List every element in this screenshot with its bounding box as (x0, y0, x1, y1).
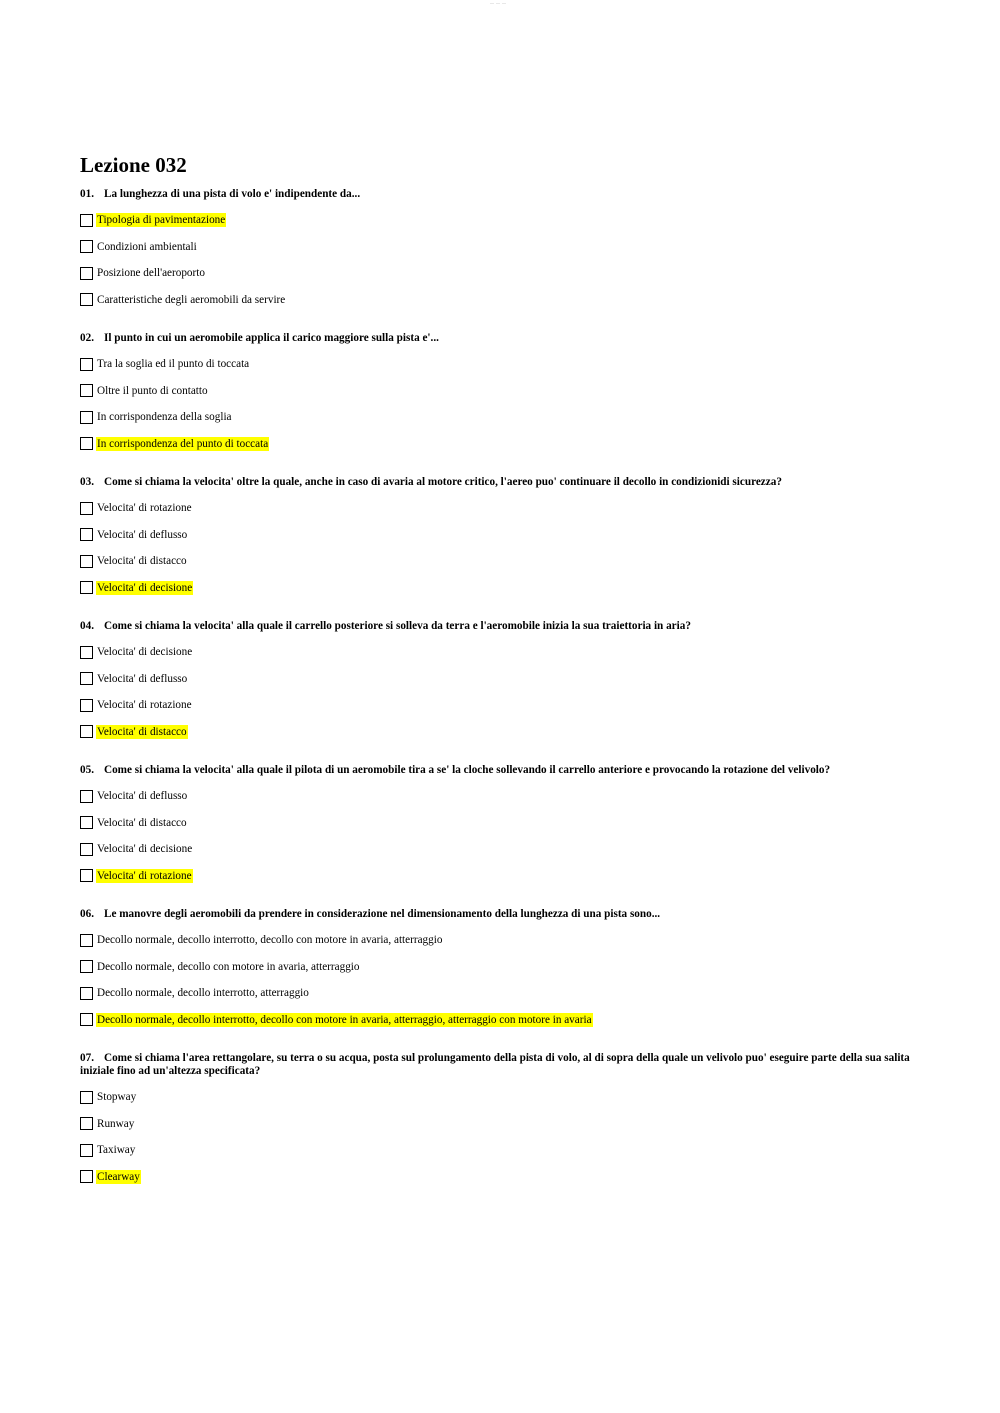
answer-label: Decollo normale, decollo interrotto, atterraggio (97, 987, 309, 1000)
answer-option[interactable] (80, 810, 920, 837)
answer-checkbox[interactable] (80, 816, 93, 829)
answer-label: Velocita' di distacco (97, 555, 187, 568)
answer-checkbox[interactable] (80, 437, 93, 450)
answer-option-correct[interactable] (80, 863, 920, 890)
question-list (80, 188, 920, 1190)
answer-checkbox[interactable] (80, 869, 93, 882)
answer-option[interactable] (80, 287, 920, 314)
answer-checkbox[interactable] (80, 1117, 93, 1130)
answer-checkbox[interactable] (80, 725, 93, 738)
question-prompt: La lunghezza di una pista di volo e' indipendente da... (104, 188, 361, 200)
answer-option[interactable] (80, 927, 920, 954)
answer-checkbox[interactable] (80, 1170, 93, 1183)
answer-option[interactable] (80, 234, 920, 261)
answer-option[interactable] (80, 692, 920, 719)
answer-checkbox[interactable] (80, 1144, 93, 1157)
answer-label: Decollo normale, decollo interrotto, decollo con motore in avaria, atterraggio (97, 934, 443, 947)
answer-label: Velocita' di distacco (97, 816, 187, 829)
question-block (80, 620, 920, 745)
answer-checkbox[interactable] (80, 790, 93, 803)
question-block (80, 764, 920, 889)
lesson-title: Lezione 032 (80, 153, 187, 177)
answer-label: In corrispondenza del punto di toccata (97, 437, 269, 450)
answer-checkbox[interactable] (80, 528, 93, 541)
answer-option[interactable] (80, 639, 920, 666)
answer-option[interactable] (80, 548, 920, 575)
answer-checkbox[interactable] (80, 555, 93, 568)
question-number: 03. (80, 476, 94, 488)
answer-label: Velocita' di deflusso (97, 672, 188, 685)
question-block (80, 476, 920, 601)
answer-option[interactable] (80, 1084, 920, 1111)
answer-option-correct[interactable] (80, 1007, 920, 1034)
answer-option[interactable] (80, 836, 920, 863)
question-number: 06. (80, 908, 94, 920)
answer-label: Velocita' di decisione (97, 581, 193, 594)
question-prompt: Come si chiama la velocita' alla quale il carrello posteriore si solleva da terra e l'aeromobile inizia la sua traiettoria in aria? (104, 620, 691, 632)
answer-option[interactable] (80, 260, 920, 287)
answer-option[interactable] (80, 404, 920, 431)
answer-checkbox[interactable] (80, 214, 93, 227)
answer-checkbox[interactable] (80, 987, 93, 1000)
answer-checkbox[interactable] (80, 293, 93, 306)
question-text (80, 1052, 920, 1078)
question-prompt: Il punto in cui un aeromobile applica il carico maggiore sulla pista e'... (104, 332, 439, 344)
answer-option-correct[interactable] (80, 431, 920, 458)
answer-checkbox[interactable] (80, 699, 93, 712)
answer-checkbox[interactable] (80, 267, 93, 280)
answer-option[interactable] (80, 783, 920, 810)
answer-label: Caratteristiche degli aeromobili da servire (97, 293, 286, 306)
question-block (80, 188, 920, 313)
question-prompt: Come si chiama la velocita' alla quale il pilota di un aeromobile tira a se' la cloche sollevando il carrello anteriore e provocando la rotazione del velivolo? (104, 764, 831, 776)
question-text (80, 188, 920, 201)
answer-checkbox[interactable] (80, 843, 93, 856)
answer-option[interactable] (80, 666, 920, 693)
answer-checkbox[interactable] (80, 411, 93, 424)
answer-checkbox[interactable] (80, 384, 93, 397)
answer-label: Runway (97, 1117, 135, 1130)
question-text (80, 476, 920, 489)
question-text (80, 908, 920, 921)
page-header-mark: — — — (490, 0, 507, 5)
answer-label: Clearway (97, 1170, 140, 1183)
question-prompt: Come si chiama la velocita' oltre la quale, anche in caso di avaria al motore critico, l'aereo puo' continuare il decollo in condizionidi sicurezza? (104, 476, 782, 488)
question-block (80, 1052, 920, 1190)
answer-option[interactable] (80, 1137, 920, 1164)
answer-label: Posizione dell'aeroporto (97, 267, 205, 280)
question-number: 07. (80, 1052, 94, 1064)
answer-label: Stopway (97, 1091, 137, 1104)
answer-label: Velocita' di deflusso (97, 528, 188, 541)
answer-option-correct[interactable] (80, 719, 920, 746)
answer-label: Velocita' di decisione (97, 646, 193, 659)
answer-label: Velocita' di rotazione (97, 502, 192, 515)
answer-option[interactable] (80, 980, 920, 1007)
answer-label: Tra la soglia ed il punto di toccata (97, 358, 250, 371)
answer-label: Decollo normale, decollo interrotto, decollo con motore in avaria, atterraggio, atterraggio con motore in avaria (97, 1013, 592, 1026)
answer-checkbox[interactable] (80, 240, 93, 253)
answer-label: Condizioni ambientali (97, 240, 197, 253)
question-number: 04. (80, 620, 94, 632)
answer-checkbox[interactable] (80, 581, 93, 594)
question-number: 05. (80, 764, 94, 776)
answer-label: Velocita' di rotazione (97, 699, 192, 712)
question-text (80, 764, 920, 777)
answer-option[interactable] (80, 522, 920, 549)
answer-option-correct[interactable] (80, 207, 920, 234)
answer-label: Velocita' di decisione (97, 843, 193, 856)
question-number: 01. (80, 188, 94, 200)
question-text (80, 332, 920, 345)
answer-option[interactable] (80, 378, 920, 405)
answer-checkbox[interactable] (80, 1013, 93, 1026)
answer-label: Tipologia di pavimentazione (97, 214, 226, 227)
answer-option[interactable] (80, 1111, 920, 1138)
question-block (80, 332, 920, 457)
answer-checkbox[interactable] (80, 1091, 93, 1104)
answer-checkbox[interactable] (80, 646, 93, 659)
question-prompt: Le manovre degli aeromobili da prendere in considerazione nel dimensionamento della lunghezza di una pista sono... (104, 908, 661, 920)
answer-label: Decollo normale, decollo con motore in avaria, atterraggio (97, 960, 360, 973)
question-text (80, 620, 920, 633)
question-prompt: Come si chiama l'area rettangolare, su terra o su acqua, posta sul prolungamento della pista di volo, al di sopra della quale un velivolo puo' eseguire parte della sua salita iniziale fino ad un'altezza specificata? (80, 1052, 910, 1077)
answer-label: Oltre il punto di contatto (97, 384, 208, 397)
question-number: 02. (80, 332, 94, 344)
answer-label: Velocita' di deflusso (97, 790, 188, 803)
answer-label: Taxiway (97, 1144, 136, 1157)
answer-label: In corrispondenza della soglia (97, 411, 232, 424)
question-block (80, 908, 920, 1033)
answer-label: Velocita' di rotazione (97, 869, 192, 882)
answer-checkbox[interactable] (80, 502, 93, 515)
answer-option[interactable] (80, 954, 920, 981)
answer-label: Velocita' di distacco (97, 725, 187, 738)
answer-option-correct[interactable] (80, 1164, 920, 1191)
answer-checkbox[interactable] (80, 960, 93, 973)
quiz-content (80, 152, 920, 1209)
answer-checkbox[interactable] (80, 934, 93, 947)
answer-checkbox[interactable] (80, 358, 93, 371)
answer-option-correct[interactable] (80, 575, 920, 602)
answer-option[interactable] (80, 351, 920, 378)
answer-checkbox[interactable] (80, 672, 93, 685)
answer-option[interactable] (80, 495, 920, 522)
